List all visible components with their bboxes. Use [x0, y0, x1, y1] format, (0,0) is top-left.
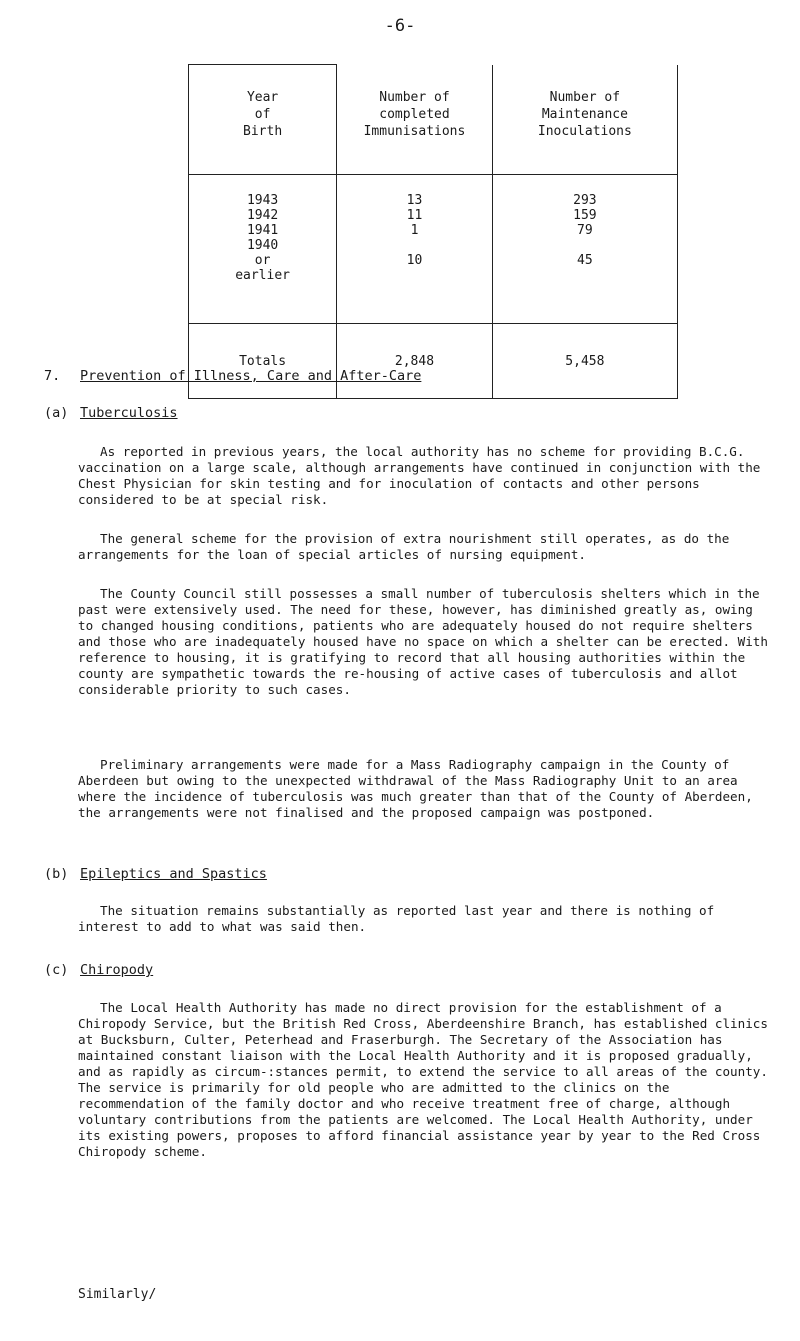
totals-label: Totals — [189, 324, 337, 399]
paragraph-radiography: Preliminary arrangements were made for a Mass Radiography campaign in the County of Aberdeen but owing to the unexpected withdrawal of the Mass Radiography Unit to an area where the incidence of tuberculosis was much greater than that of the County of Aberdeen, the arrangements were not finalised and the proposed campaign was postponed. — [78, 757, 753, 820]
totals-inoculations: 5,458 — [492, 324, 677, 399]
paragraph-chiropody: The Local Health Authority has made no direct provision for the establishment of a Chiropody Service, but the British Red Cross, Aberdeenshire Branch, has established clinics at Bucksburn, Culter, Peterhead and Fraserburgh. The Secretary of the Association has maintained constant liaison with the Local Health Authority and it is proposed gradually, and as rapidly as circum-:stances permit, to extend the service to all areas of the county. The service is primarily for old people who are admitted to the clinics on the recommendation of the family doctor and who receive treatment free of charge, although voluntary contributions from the patients are welcomed. The Local Health Authority, under its existing powers, proposes to afford financial assistance year by year to the Red Cross Chiropody scheme. — [78, 1000, 768, 1159]
page-number: -6- — [384, 16, 416, 36]
paragraph-epileptics: The situation remains substantially as reported last year and there is nothing of interest to add to what was said then. — [78, 903, 715, 934]
catchword: Similarly/ — [78, 1287, 157, 1302]
header-year: Year of Birth — [189, 65, 337, 175]
paragraph-bcg: As reported in previous years, the local authority has no scheme for providing B.C.G. vaccination on a large scale, although arrangements have continued in conjunction with the Chest Physician for skin testing and for inoculation of contacts and other persons considered to be at special risk. — [78, 444, 761, 507]
immunisations-column: 13 11 1 10 — [337, 175, 493, 324]
paragraph-shelters: The County Council still possesses a small number of tuberculosis shelters which in the past were extensively used. The need for these, however, has diminished greatly as, owing to changed housing conditions, patients who are adequately housed do not require shelters and those who are inadequately housed have no space on which a shelter can be erected. With reference to housing, it is gratifying to record that all housing authorities within the county are sympathetic towards the re-housing of active cases of tuberculosis and allot considerable priority to such cases. — [78, 586, 768, 697]
paragraph-nourishment: The general scheme for the provision of extra nourishment still operates, as do the arrangements for the loan of special articles of nursing equipment. — [78, 531, 730, 562]
totals-immunisations: 2,848 — [337, 324, 493, 399]
header-inoculations: Number of Maintenance Inoculations — [492, 65, 677, 175]
table-row — [189, 175, 678, 324]
immunisation-table — [188, 64, 678, 399]
year-column: 1943 1942 1941 1940 or earlier — [189, 175, 337, 324]
inoculations-column: 293 159 79 45 — [492, 175, 677, 324]
totals-row — [189, 324, 678, 399]
header-immunisations: Number of completed Immunisations — [337, 65, 493, 175]
